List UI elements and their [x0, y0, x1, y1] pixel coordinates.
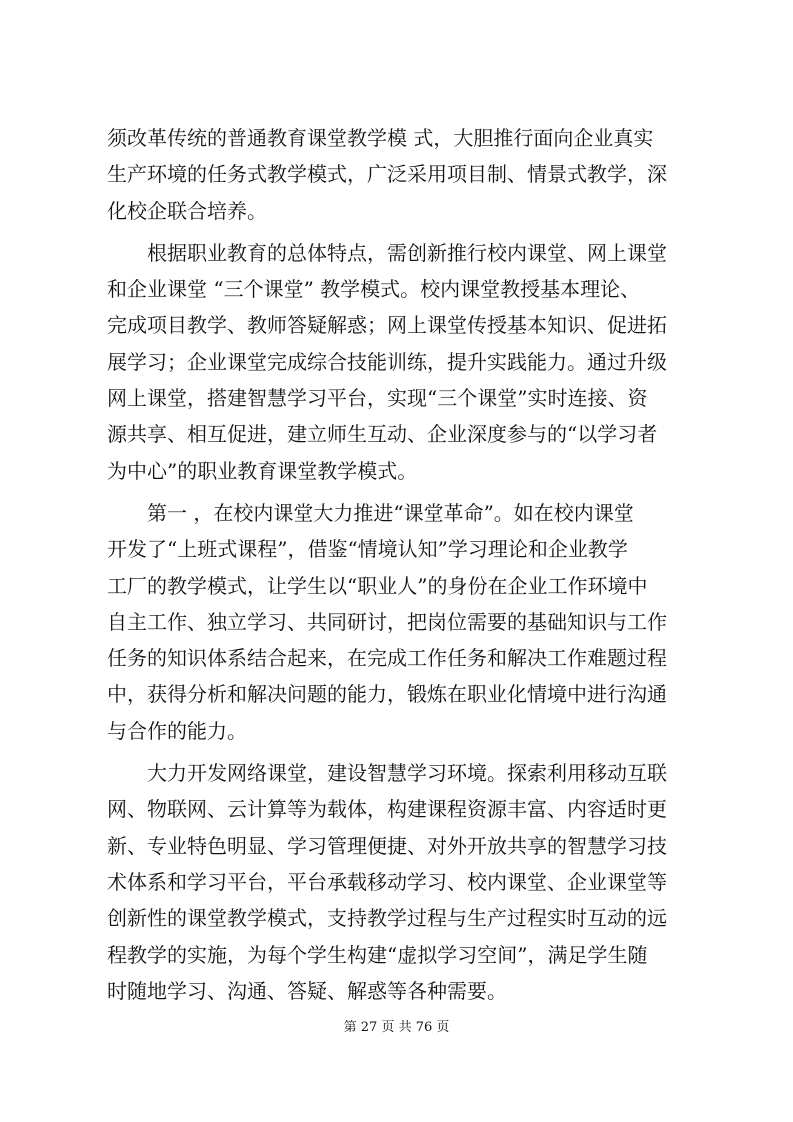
text-line: 与合作的能力。: [107, 718, 247, 743]
text-line: 完成项目教学、教师答疑解惑；网上课堂传授基本知识、促进拓: [107, 313, 667, 338]
text-line: 展学习；企业课堂完成综合技能训练，提升实践能力。通过升级: [107, 349, 667, 374]
text-line: 工厂的教学模式，让学生以“职业人”的身份在企业工作环境中: [107, 573, 648, 598]
paragraph-4: [107, 755, 691, 1009]
text-line: 网上课堂，搭建智慧学习平台，实现“三个课堂”实时连接、资: [107, 386, 648, 411]
text-line: 中，获得分析和解决问题的能力，锻炼在职业化情境中进行沟通: [107, 682, 667, 707]
text-line: 创新性的课堂教学模式，支持教学过程与生产过程实时互动的远: [107, 906, 667, 931]
text-line: 任务的知识体系结合起来，在完成工作任务和解决工作难题过程: [107, 646, 667, 671]
text-line: 第一 ，在校内课堂大力推进“课堂革命”。如在校内课堂: [107, 500, 634, 525]
text-line: 时随地学习、沟通、答疑、解惑等各种需要。: [107, 978, 507, 1003]
text-line: 须改革传统的普通教育课堂教学模 式，大胆推行面向企业真实: [107, 126, 654, 150]
text-line: 生产环境的任务式教学模式，广泛采用项目制、情景式教学，深: [107, 162, 667, 187]
text-line: 化校企联合培养。: [107, 198, 267, 223]
paragraph-3: [107, 495, 691, 749]
text-line: 程教学的实施，为每个学生构建“虚拟学习空间”，满足学生随: [107, 942, 648, 967]
page-number-footer: 第 27 页 共 76 页: [343, 1020, 450, 1035]
paragraph-1: [107, 120, 691, 229]
body-text: [107, 120, 691, 1009]
text-line: 根据职业教育的总体特点，需创新推行校内课堂、网上课堂: [107, 240, 667, 265]
text-line: 和企业课堂 “三个课堂” 教学模式。校内课堂教授基本理论、: [107, 277, 641, 302]
text-line: 为中心”的职业教育课堂教学模式。: [107, 458, 418, 483]
text-line: 新、专业特色明显、学习管理便捷、对外开放共享的智慧学习技: [107, 833, 667, 858]
text-line: 术体系和学习平台，平台承载移动学习、校内课堂、企业课堂等: [107, 869, 667, 894]
paragraph-2: [107, 235, 691, 489]
text-line: 自主工作、独立学习、共同研讨，把岗位需要的基础知识与工作: [107, 609, 667, 634]
text-line: 开发了“上班式课程”，借鉴“情境认知”学习理论和企业教学: [107, 537, 628, 562]
text-line: 大力开发网络课堂，建设智慧学习环境。探索利用移动互联: [107, 761, 667, 786]
text-line: 网、物联网、云计算等为载体，构建课程资源丰富、内容适时更: [107, 797, 667, 822]
text-line: 源共享、相互促进，建立师生互动、企业深度参与的“以学习者: [107, 422, 658, 447]
